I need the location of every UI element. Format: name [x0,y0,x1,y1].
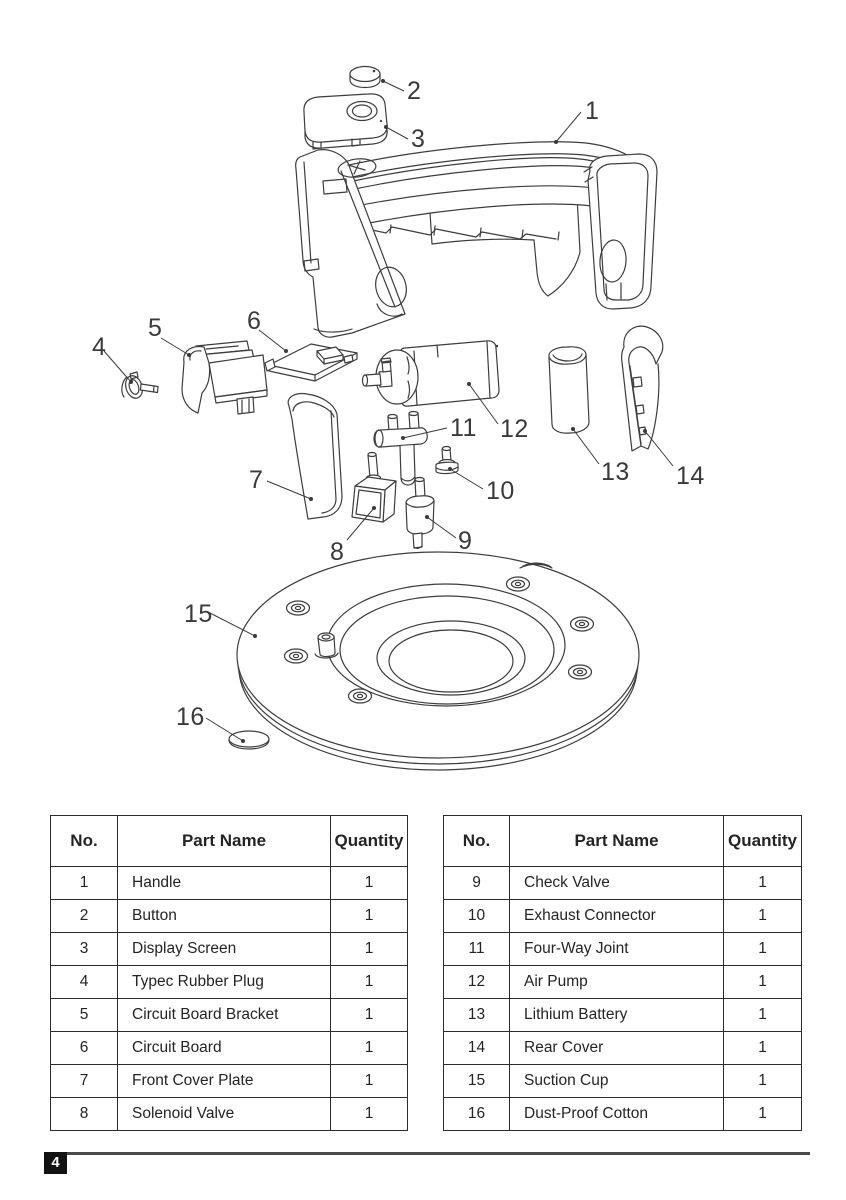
part-name-cell: Front Cover Plate [118,1065,331,1098]
quantity-cell: 1 [331,1098,408,1131]
callout-label: 4 [92,333,107,361]
quantity-cell: 1 [331,966,408,999]
callout-label: 5 [148,314,163,342]
callout-anchor-dot [381,79,385,83]
callout-leader-line [383,81,404,91]
callout-label: 9 [458,527,473,555]
parts-table-left [50,815,407,1131]
callout-anchor-dot [241,739,245,743]
table-row [444,933,802,966]
column-header: Part Name [510,816,724,867]
callout-anchor-dot [467,382,471,386]
part-name-cell: Button [118,900,331,933]
part-number-cell: 5 [51,999,118,1032]
part-number-cell: 6 [51,1032,118,1065]
table-row [51,966,408,999]
callout-label: 1 [585,97,600,125]
quantity-cell: 1 [724,867,802,900]
part-14-rear-cover-drawing [622,326,663,451]
callout-label: 3 [411,125,426,153]
table-row [444,1098,802,1131]
quantity-cell: 1 [724,966,802,999]
table-row [444,867,802,900]
part-number-cell: 14 [444,1032,510,1065]
part-number-cell: 13 [444,999,510,1032]
callout-leader-line [645,431,673,466]
callout-anchor-dot [425,515,429,519]
callout-label: 10 [486,477,515,505]
part-8-solenoid-valve-drawing [352,453,396,523]
quantity-cell: 1 [331,900,408,933]
parts-table-right [443,815,801,1131]
callout-anchor-dot [448,467,452,471]
part-number-cell: 1 [51,867,118,900]
part-name-cell: Four-Way Joint [510,933,724,966]
column-header: No. [444,816,510,867]
table-row [51,1032,408,1065]
part-name-cell: Circuit Board [118,1032,331,1065]
quantity-cell: 1 [331,1065,408,1098]
callout-label: 2 [407,77,422,105]
part-16-dust-proof-cotton-drawing [229,731,269,749]
part-2-button-drawing [350,67,380,88]
callout-leader-line [161,338,189,355]
callout-label: 8 [330,538,345,566]
quantity-cell: 1 [331,867,408,900]
callout-leader-line [386,127,408,139]
callout-leader-line [450,469,483,489]
footer-rule [44,1152,810,1155]
quantity-cell: 1 [331,1032,408,1065]
part-number-cell: 4 [51,966,118,999]
part-number-cell: 3 [51,933,118,966]
part-3-display-screen-drawing [304,94,387,149]
callout-anchor-dot [401,436,405,440]
callout-label: 14 [676,462,705,490]
column-header: Quantity [331,816,408,867]
callout-anchor-dot [372,506,376,510]
part-name-cell: Check Valve [510,867,724,900]
part-13-lithium-battery-drawing [549,347,589,433]
part-name-cell: Suction Cup [510,1065,724,1098]
table-row [51,867,408,900]
callout-label: 16 [176,703,205,731]
part-number-cell: 15 [444,1065,510,1098]
quantity-cell: 1 [724,1065,802,1098]
callout-leader-line [104,351,131,382]
part-name-cell: Typec Rubber Plug [118,966,331,999]
callout-label: 15 [184,600,213,628]
callout-anchor-dot [253,634,257,638]
callout-leader-line [259,330,286,351]
quantity-cell: 1 [724,933,802,966]
table-row [51,900,408,933]
part-number-cell: 11 [444,933,510,966]
table-row [51,1098,408,1131]
quantity-cell: 1 [724,900,802,933]
part-4-typec-rubber-plug-drawing [122,372,158,400]
part-5-circuit-board-bracket-drawing [182,341,267,414]
part-number-cell: 8 [51,1098,118,1131]
callout-anchor-dot [643,429,647,433]
callout-label: 7 [249,466,264,494]
part-name-cell: Rear Cover [510,1032,724,1065]
callout-label: 11 [450,414,477,442]
callout-label: 13 [601,458,630,486]
callout-anchor-dot [187,353,191,357]
part-name-cell: Dust-Proof Cotton [510,1098,724,1131]
part-number-cell: 16 [444,1098,510,1131]
part-name-cell: Solenoid Valve [118,1098,331,1131]
callout-leader-line [206,718,243,741]
table-row [444,900,802,933]
part-7-front-cover-plate-drawing [288,394,342,519]
part-number-cell: 2 [51,900,118,933]
part-name-cell: Lithium Battery [510,999,724,1032]
part-15-suction-cup-drawing [237,552,639,770]
callout-anchor-dot [554,140,558,144]
header-row [444,816,802,867]
quantity-cell: 1 [724,1098,802,1131]
part-name-cell: Display Screen [118,933,331,966]
parts-table [50,815,408,1131]
part-number-cell: 12 [444,966,510,999]
callout-anchor-dot [309,497,313,501]
part-name-cell: Exhaust Connector [510,900,724,933]
table-row [444,1065,802,1098]
callout-anchor-dot [384,125,388,129]
callout-anchor-dot [571,427,575,431]
part-1-handle-drawing [296,142,657,337]
table-row [51,933,408,966]
table-row [51,999,408,1032]
callout-label: 12 [500,415,529,443]
callout-label: 6 [247,307,262,335]
table-row [444,966,802,999]
parts-table [443,815,802,1131]
part-9-check-valve-drawing [406,478,434,549]
page-number-badge: 4 [44,1152,67,1174]
table-row [444,999,802,1032]
quantity-cell: 1 [331,933,408,966]
callout-leader-line [556,112,581,142]
callout-anchor-dot [284,349,288,353]
callout-leader-line [573,429,599,464]
part-11-four-way-joint-drawing [374,412,427,486]
quantity-cell: 1 [724,1032,802,1065]
callout-anchor-dot [129,380,133,384]
table-row [444,1032,802,1065]
part-6-circuit-board-drawing [265,344,357,381]
part-number-cell: 9 [444,867,510,900]
part-name-cell: Circuit Board Bracket [118,999,331,1032]
part-number-cell: 10 [444,900,510,933]
column-header: Quantity [724,816,802,867]
table-row [51,1065,408,1098]
column-header: No. [51,816,118,867]
part-name-cell: Air Pump [510,966,724,999]
header-row [51,816,408,867]
part-10-exhaust-connector-drawing [436,447,458,474]
part-number-cell: 7 [51,1065,118,1098]
quantity-cell: 1 [331,999,408,1032]
column-header: Part Name [118,816,331,867]
quantity-cell: 1 [724,999,802,1032]
part-name-cell: Handle [118,867,331,900]
